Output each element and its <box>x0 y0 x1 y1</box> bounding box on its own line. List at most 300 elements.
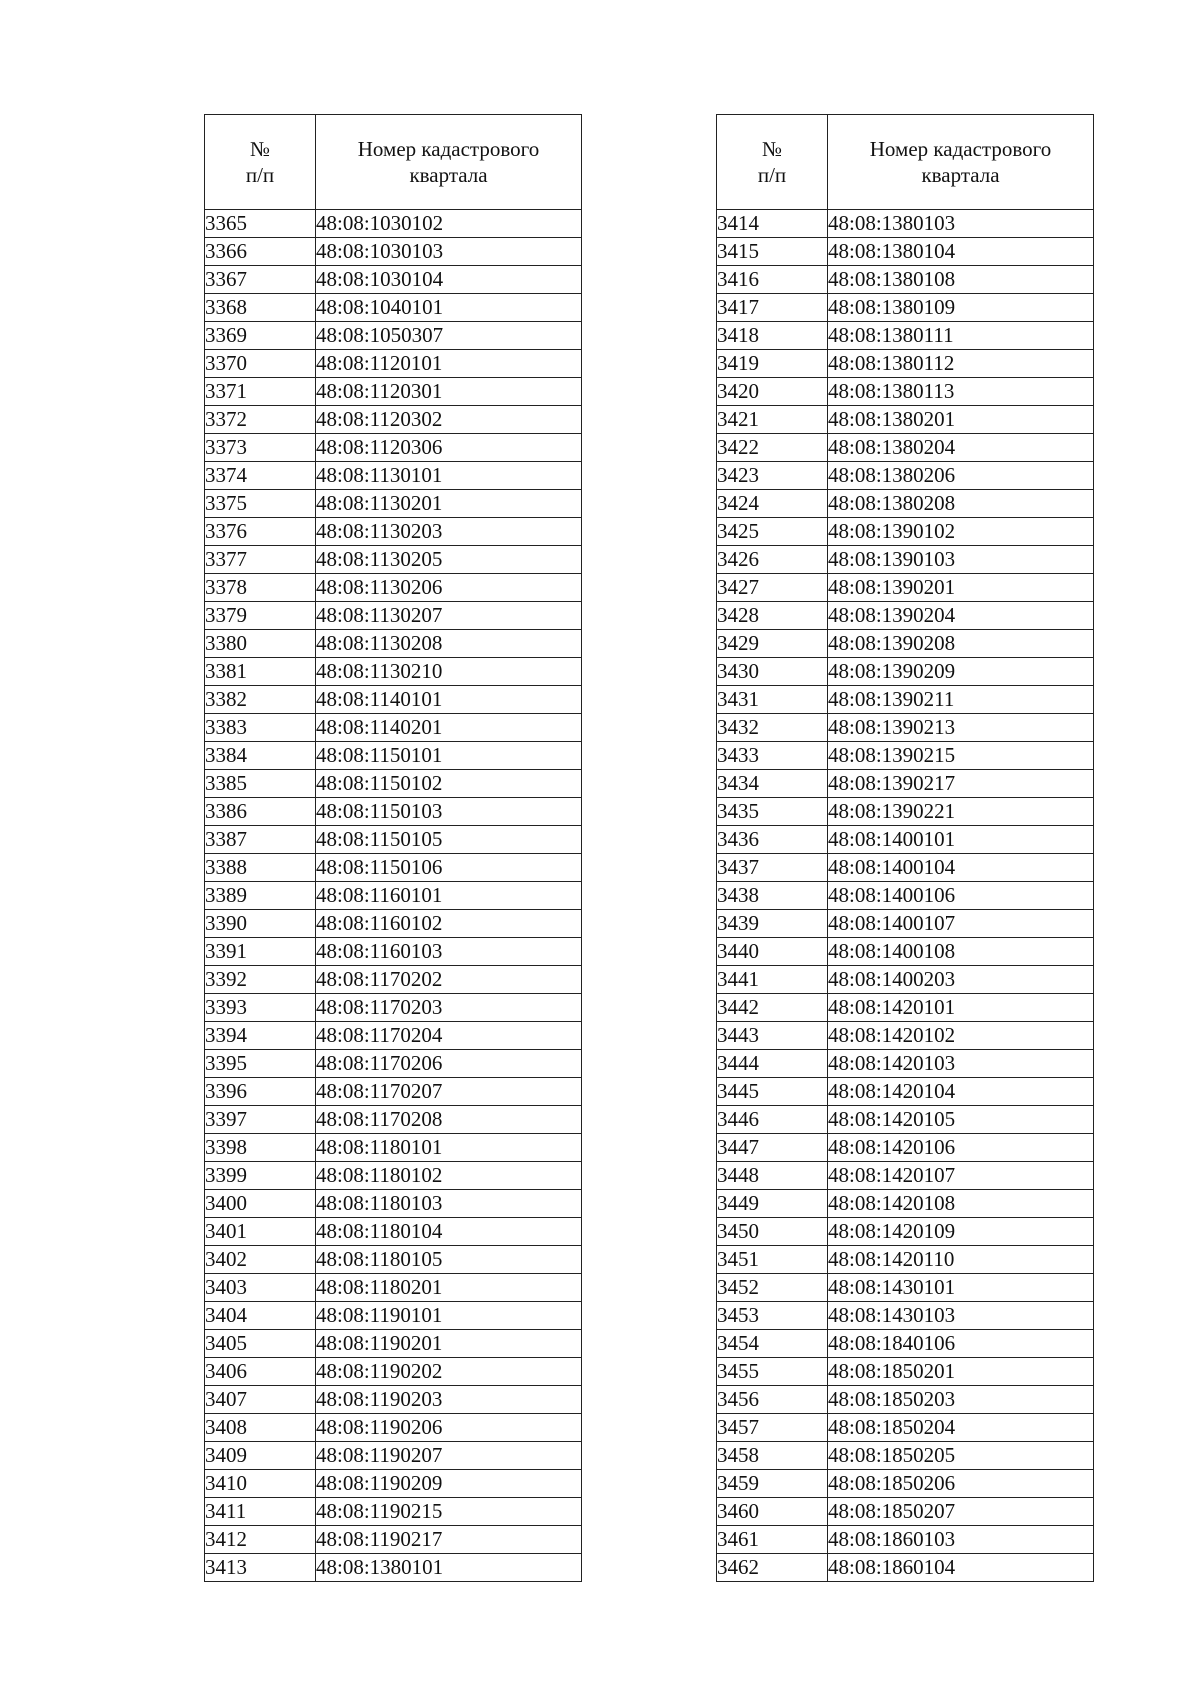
cadastral-number: 48:08:1190217 <box>316 1526 582 1554</box>
cadastral-number: 48:08:1150105 <box>316 826 582 854</box>
row-number: 3406 <box>205 1358 316 1386</box>
table-row <box>205 1218 582 1246</box>
table-row <box>717 1134 1094 1162</box>
table-row <box>205 854 582 882</box>
table-header-row <box>205 115 582 210</box>
cadastral-number: 48:08:1190203 <box>316 1386 582 1414</box>
cadastral-column-header: Номер кадастрового квартала <box>316 115 582 210</box>
row-number: 3454 <box>717 1330 828 1358</box>
cadastral-number: 48:08:1850204 <box>828 1414 1094 1442</box>
cadastral-number: 48:08:1120101 <box>316 350 582 378</box>
table-row <box>717 714 1094 742</box>
row-number: 3408 <box>205 1414 316 1442</box>
table-row <box>717 1386 1094 1414</box>
row-number: 3365 <box>205 210 316 238</box>
table-row <box>205 1330 582 1358</box>
cadastral-number: 48:08:1430101 <box>828 1274 1094 1302</box>
cadastral-number: 48:08:1150103 <box>316 798 582 826</box>
table-row <box>717 1302 1094 1330</box>
cadastral-number: 48:08:1140201 <box>316 714 582 742</box>
cadastral-number: 48:08:1420109 <box>828 1218 1094 1246</box>
row-number: 3377 <box>205 546 316 574</box>
row-number: 3383 <box>205 714 316 742</box>
row-number: 3421 <box>717 406 828 434</box>
table-row <box>205 798 582 826</box>
cadastral-number: 48:08:1380101 <box>316 1554 582 1582</box>
cadastral-number: 48:08:1380112 <box>828 350 1094 378</box>
row-number: 3428 <box>717 602 828 630</box>
cadastral-number: 48:08:1400108 <box>828 938 1094 966</box>
cadastral-number: 48:08:1130207 <box>316 602 582 630</box>
table-row <box>205 630 582 658</box>
row-number: 3389 <box>205 882 316 910</box>
table-row <box>205 658 582 686</box>
row-number: 3415 <box>717 238 828 266</box>
cadastral-number: 48:08:1390102 <box>828 518 1094 546</box>
cadastral-number: 48:08:1030102 <box>316 210 582 238</box>
cadastral-number: 48:08:1170204 <box>316 1022 582 1050</box>
cadastral-number: 48:08:1130210 <box>316 658 582 686</box>
cadastral-number: 48:08:1400203 <box>828 966 1094 994</box>
row-number: 3413 <box>205 1554 316 1582</box>
table-row <box>717 1218 1094 1246</box>
cadastral-number: 48:08:1850206 <box>828 1470 1094 1498</box>
right-cadastral-table <box>716 114 1094 1582</box>
table-row <box>717 406 1094 434</box>
row-number: 3459 <box>717 1470 828 1498</box>
row-number: 3425 <box>717 518 828 546</box>
table-row <box>717 658 1094 686</box>
table-row <box>205 1190 582 1218</box>
table-row <box>205 434 582 462</box>
table-row <box>717 1106 1094 1134</box>
table-row <box>717 742 1094 770</box>
table-row <box>205 910 582 938</box>
table-row <box>717 434 1094 462</box>
row-number: 3461 <box>717 1526 828 1554</box>
row-number: 3405 <box>205 1330 316 1358</box>
cadastral-number: 48:08:1420101 <box>828 994 1094 1022</box>
row-number: 3411 <box>205 1498 316 1526</box>
table-row <box>205 1022 582 1050</box>
table-row <box>717 238 1094 266</box>
table-row <box>717 1442 1094 1470</box>
cadastral-number: 48:08:1420104 <box>828 1078 1094 1106</box>
table-row <box>717 266 1094 294</box>
table-row <box>205 966 582 994</box>
cadastral-number: 48:08:1130203 <box>316 518 582 546</box>
cadastral-number: 48:08:1390213 <box>828 714 1094 742</box>
table-row <box>205 1302 582 1330</box>
table-row <box>717 910 1094 938</box>
cadastral-number: 48:08:1130208 <box>316 630 582 658</box>
right-table-body <box>717 210 1094 1582</box>
row-number: 3410 <box>205 1470 316 1498</box>
cadastral-number: 48:08:1380111 <box>828 322 1094 350</box>
cadastral-number: 48:08:1380104 <box>828 238 1094 266</box>
cadastral-number: 48:08:1190201 <box>316 1330 582 1358</box>
table-row <box>717 1526 1094 1554</box>
cadastral-number: 48:08:1390217 <box>828 770 1094 798</box>
cadastral-number: 48:08:1380206 <box>828 462 1094 490</box>
table-row <box>717 994 1094 1022</box>
row-number: 3393 <box>205 994 316 1022</box>
cadastral-number: 48:08:1180105 <box>316 1246 582 1274</box>
row-number: 3374 <box>205 462 316 490</box>
cadastral-number: 48:08:1380108 <box>828 266 1094 294</box>
cadastral-number: 48:08:1420103 <box>828 1050 1094 1078</box>
cadastral-number: 48:08:1160101 <box>316 882 582 910</box>
table-row <box>717 378 1094 406</box>
left-table-body <box>205 210 582 1582</box>
table-row <box>205 1414 582 1442</box>
table-row <box>717 322 1094 350</box>
row-number: 3376 <box>205 518 316 546</box>
table-row <box>205 490 582 518</box>
table-row <box>717 1554 1094 1582</box>
cadastral-number: 48:08:1390204 <box>828 602 1094 630</box>
cadastral-number: 48:08:1120306 <box>316 434 582 462</box>
row-number: 3437 <box>717 854 828 882</box>
cadastral-number: 48:08:1180104 <box>316 1218 582 1246</box>
row-number: 3453 <box>717 1302 828 1330</box>
row-number: 3371 <box>205 378 316 406</box>
row-number: 3387 <box>205 826 316 854</box>
table-row <box>205 882 582 910</box>
row-number: 3379 <box>205 602 316 630</box>
cadastral-number: 48:08:1190207 <box>316 1442 582 1470</box>
row-number: 3424 <box>717 490 828 518</box>
table-row <box>205 1470 582 1498</box>
row-number: 3447 <box>717 1134 828 1162</box>
row-number: 3384 <box>205 742 316 770</box>
table-row <box>717 1078 1094 1106</box>
row-number: 3398 <box>205 1134 316 1162</box>
cadastral-number: 48:08:1170206 <box>316 1050 582 1078</box>
row-number: 3402 <box>205 1246 316 1274</box>
table-row <box>717 1050 1094 1078</box>
table-row <box>717 1162 1094 1190</box>
row-number: 3441 <box>717 966 828 994</box>
table-row <box>717 294 1094 322</box>
table-row <box>717 1274 1094 1302</box>
table-row <box>205 1274 582 1302</box>
row-number: 3392 <box>205 966 316 994</box>
table-row <box>717 1414 1094 1442</box>
table-row <box>205 238 582 266</box>
table-row <box>205 770 582 798</box>
cadastral-number: 48:08:1380208 <box>828 490 1094 518</box>
cadastral-number: 48:08:1380204 <box>828 434 1094 462</box>
row-number: 3457 <box>717 1414 828 1442</box>
cadastral-number: 48:08:1430103 <box>828 1302 1094 1330</box>
row-number: 3442 <box>717 994 828 1022</box>
table-row <box>717 938 1094 966</box>
cadastral-number: 48:08:1850203 <box>828 1386 1094 1414</box>
number-column-header: № п/п <box>205 115 316 210</box>
cadastral-number: 48:08:1390208 <box>828 630 1094 658</box>
row-number: 3416 <box>717 266 828 294</box>
table-row <box>717 518 1094 546</box>
table-row <box>717 630 1094 658</box>
row-number: 3427 <box>717 574 828 602</box>
table-row <box>717 798 1094 826</box>
row-number: 3409 <box>205 1442 316 1470</box>
cadastral-number: 48:08:1170203 <box>316 994 582 1022</box>
row-number: 3438 <box>717 882 828 910</box>
row-number: 3397 <box>205 1106 316 1134</box>
row-number: 3367 <box>205 266 316 294</box>
cadastral-number: 48:08:1190202 <box>316 1358 582 1386</box>
cadastral-number: 48:08:1850207 <box>828 1498 1094 1526</box>
table-row <box>205 1442 582 1470</box>
cadastral-number: 48:08:1420102 <box>828 1022 1094 1050</box>
cadastral-number: 48:08:1170208 <box>316 1106 582 1134</box>
table-row <box>205 1526 582 1554</box>
cadastral-number: 48:08:1150102 <box>316 770 582 798</box>
row-number: 3418 <box>717 322 828 350</box>
cadastral-number: 48:08:1390211 <box>828 686 1094 714</box>
row-number: 3394 <box>205 1022 316 1050</box>
cadastral-number: 48:08:1040101 <box>316 294 582 322</box>
table-row <box>717 1022 1094 1050</box>
row-number: 3419 <box>717 350 828 378</box>
table-row <box>205 378 582 406</box>
cadastral-number: 48:08:1420105 <box>828 1106 1094 1134</box>
table-row <box>717 490 1094 518</box>
table-row <box>717 350 1094 378</box>
row-number: 3404 <box>205 1302 316 1330</box>
table-row <box>205 1106 582 1134</box>
row-number: 3423 <box>717 462 828 490</box>
row-number: 3446 <box>717 1106 828 1134</box>
row-number: 3366 <box>205 238 316 266</box>
table-row <box>717 1470 1094 1498</box>
cadastral-number: 48:08:1170207 <box>316 1078 582 1106</box>
table-row <box>205 574 582 602</box>
row-number: 3450 <box>717 1218 828 1246</box>
cadastral-number: 48:08:1420106 <box>828 1134 1094 1162</box>
table-row <box>205 1358 582 1386</box>
cadastral-number: 48:08:1390215 <box>828 742 1094 770</box>
cadastral-number: 48:08:1400107 <box>828 910 1094 938</box>
table-row <box>205 1050 582 1078</box>
cadastral-number: 48:08:1860103 <box>828 1526 1094 1554</box>
row-number: 3462 <box>717 1554 828 1582</box>
row-number: 3369 <box>205 322 316 350</box>
table-row <box>717 546 1094 574</box>
cadastral-number: 48:08:1160102 <box>316 910 582 938</box>
row-number: 3432 <box>717 714 828 742</box>
row-number: 3407 <box>205 1386 316 1414</box>
table-row <box>717 1358 1094 1386</box>
row-number: 3386 <box>205 798 316 826</box>
row-number: 3452 <box>717 1274 828 1302</box>
row-number: 3440 <box>717 938 828 966</box>
row-number: 3445 <box>717 1078 828 1106</box>
cadastral-number: 48:08:1390209 <box>828 658 1094 686</box>
table-row <box>717 210 1094 238</box>
table-row <box>717 1190 1094 1218</box>
row-number: 3375 <box>205 490 316 518</box>
cadastral-number: 48:08:1390103 <box>828 546 1094 574</box>
cadastral-number: 48:08:1130205 <box>316 546 582 574</box>
table-row <box>205 350 582 378</box>
row-number: 3412 <box>205 1526 316 1554</box>
row-number: 3400 <box>205 1190 316 1218</box>
table-row <box>205 602 582 630</box>
cadastral-number: 48:08:1390221 <box>828 798 1094 826</box>
cadastral-number: 48:08:1160103 <box>316 938 582 966</box>
table-row <box>205 826 582 854</box>
cadastral-number: 48:08:1150106 <box>316 854 582 882</box>
table-row <box>205 1134 582 1162</box>
cadastral-number: 48:08:1180103 <box>316 1190 582 1218</box>
table-row <box>205 1386 582 1414</box>
row-number: 3370 <box>205 350 316 378</box>
table-row <box>205 322 582 350</box>
row-number: 3382 <box>205 686 316 714</box>
cadastral-number: 48:08:1130201 <box>316 490 582 518</box>
table-row <box>205 518 582 546</box>
row-number: 3372 <box>205 406 316 434</box>
table-row <box>205 1498 582 1526</box>
table-row <box>205 1078 582 1106</box>
cadastral-number: 48:08:1860104 <box>828 1554 1094 1582</box>
row-number: 3373 <box>205 434 316 462</box>
row-number: 3433 <box>717 742 828 770</box>
row-number: 3417 <box>717 294 828 322</box>
cadastral-number: 48:08:1180101 <box>316 1134 582 1162</box>
row-number: 3426 <box>717 546 828 574</box>
row-number: 3443 <box>717 1022 828 1050</box>
table-row <box>717 1246 1094 1274</box>
cadastral-number: 48:08:1130206 <box>316 574 582 602</box>
row-number: 3395 <box>205 1050 316 1078</box>
row-number: 3435 <box>717 798 828 826</box>
table-row <box>717 826 1094 854</box>
row-number: 3436 <box>717 826 828 854</box>
row-number: 3422 <box>717 434 828 462</box>
row-number: 3378 <box>205 574 316 602</box>
table-row <box>205 210 582 238</box>
table-row <box>205 1554 582 1582</box>
row-number: 3401 <box>205 1218 316 1246</box>
row-number: 3444 <box>717 1050 828 1078</box>
table-row <box>717 770 1094 798</box>
cadastral-number: 48:08:1400104 <box>828 854 1094 882</box>
row-number: 3399 <box>205 1162 316 1190</box>
table-row <box>205 266 582 294</box>
row-number: 3380 <box>205 630 316 658</box>
row-number: 3396 <box>205 1078 316 1106</box>
row-number: 3456 <box>717 1386 828 1414</box>
cadastral-number: 48:08:1190101 <box>316 1302 582 1330</box>
cadastral-number: 48:08:1190206 <box>316 1414 582 1442</box>
cadastral-number: 48:08:1840106 <box>828 1330 1094 1358</box>
cadastral-number: 48:08:1380109 <box>828 294 1094 322</box>
row-number: 3368 <box>205 294 316 322</box>
row-number: 3434 <box>717 770 828 798</box>
cadastral-number: 48:08:1380103 <box>828 210 1094 238</box>
table-row <box>205 714 582 742</box>
cadastral-number: 48:08:1180201 <box>316 1274 582 1302</box>
row-number: 3414 <box>717 210 828 238</box>
cadastral-number: 48:08:1420108 <box>828 1190 1094 1218</box>
cadastral-number: 48:08:1400101 <box>828 826 1094 854</box>
cadastral-number: 48:08:1120301 <box>316 378 582 406</box>
row-number: 3385 <box>205 770 316 798</box>
cadastral-number: 48:08:1130101 <box>316 462 582 490</box>
row-number: 3390 <box>205 910 316 938</box>
table-row <box>205 686 582 714</box>
row-number: 3391 <box>205 938 316 966</box>
table-row <box>717 462 1094 490</box>
row-number: 3429 <box>717 630 828 658</box>
table-row <box>205 994 582 1022</box>
table-row <box>717 1330 1094 1358</box>
row-number: 3449 <box>717 1190 828 1218</box>
table-row <box>205 462 582 490</box>
row-number: 3403 <box>205 1274 316 1302</box>
table-row <box>205 1246 582 1274</box>
row-number: 3439 <box>717 910 828 938</box>
cadastral-number: 48:08:1400106 <box>828 882 1094 910</box>
row-number: 3420 <box>717 378 828 406</box>
table-row <box>717 602 1094 630</box>
cadastral-number: 48:08:1190215 <box>316 1498 582 1526</box>
table-row <box>717 686 1094 714</box>
cadastral-number: 48:08:1030103 <box>316 238 582 266</box>
cadastral-number: 48:08:1050307 <box>316 322 582 350</box>
table-header-row <box>717 115 1094 210</box>
left-cadastral-table <box>204 114 582 1582</box>
cadastral-number: 48:08:1850201 <box>828 1358 1094 1386</box>
row-number: 3451 <box>717 1246 828 1274</box>
cadastral-number: 48:08:1420107 <box>828 1162 1094 1190</box>
cadastral-number: 48:08:1180102 <box>316 1162 582 1190</box>
cadastral-column-header: Номер кадастрового квартала <box>828 115 1094 210</box>
cadastral-number: 48:08:1420110 <box>828 1246 1094 1274</box>
row-number: 3431 <box>717 686 828 714</box>
row-number: 3460 <box>717 1498 828 1526</box>
cadastral-number: 48:08:1170202 <box>316 966 582 994</box>
cadastral-number: 48:08:1850205 <box>828 1442 1094 1470</box>
cadastral-number: 48:08:1380113 <box>828 378 1094 406</box>
row-number: 3388 <box>205 854 316 882</box>
table-row <box>205 546 582 574</box>
table-row <box>717 1498 1094 1526</box>
cadastral-number: 48:08:1390201 <box>828 574 1094 602</box>
table-row <box>717 574 1094 602</box>
cadastral-number: 48:08:1190209 <box>316 1470 582 1498</box>
table-row <box>205 742 582 770</box>
cadastral-number: 48:08:1140101 <box>316 686 582 714</box>
table-row <box>205 294 582 322</box>
table-row <box>717 882 1094 910</box>
row-number: 3458 <box>717 1442 828 1470</box>
cadastral-number: 48:08:1120302 <box>316 406 582 434</box>
number-column-header: № п/п <box>717 115 828 210</box>
row-number: 3430 <box>717 658 828 686</box>
row-number: 3381 <box>205 658 316 686</box>
table-row <box>205 406 582 434</box>
cadastral-number: 48:08:1380201 <box>828 406 1094 434</box>
table-row <box>205 1162 582 1190</box>
cadastral-number: 48:08:1150101 <box>316 742 582 770</box>
row-number: 3455 <box>717 1358 828 1386</box>
row-number: 3448 <box>717 1162 828 1190</box>
